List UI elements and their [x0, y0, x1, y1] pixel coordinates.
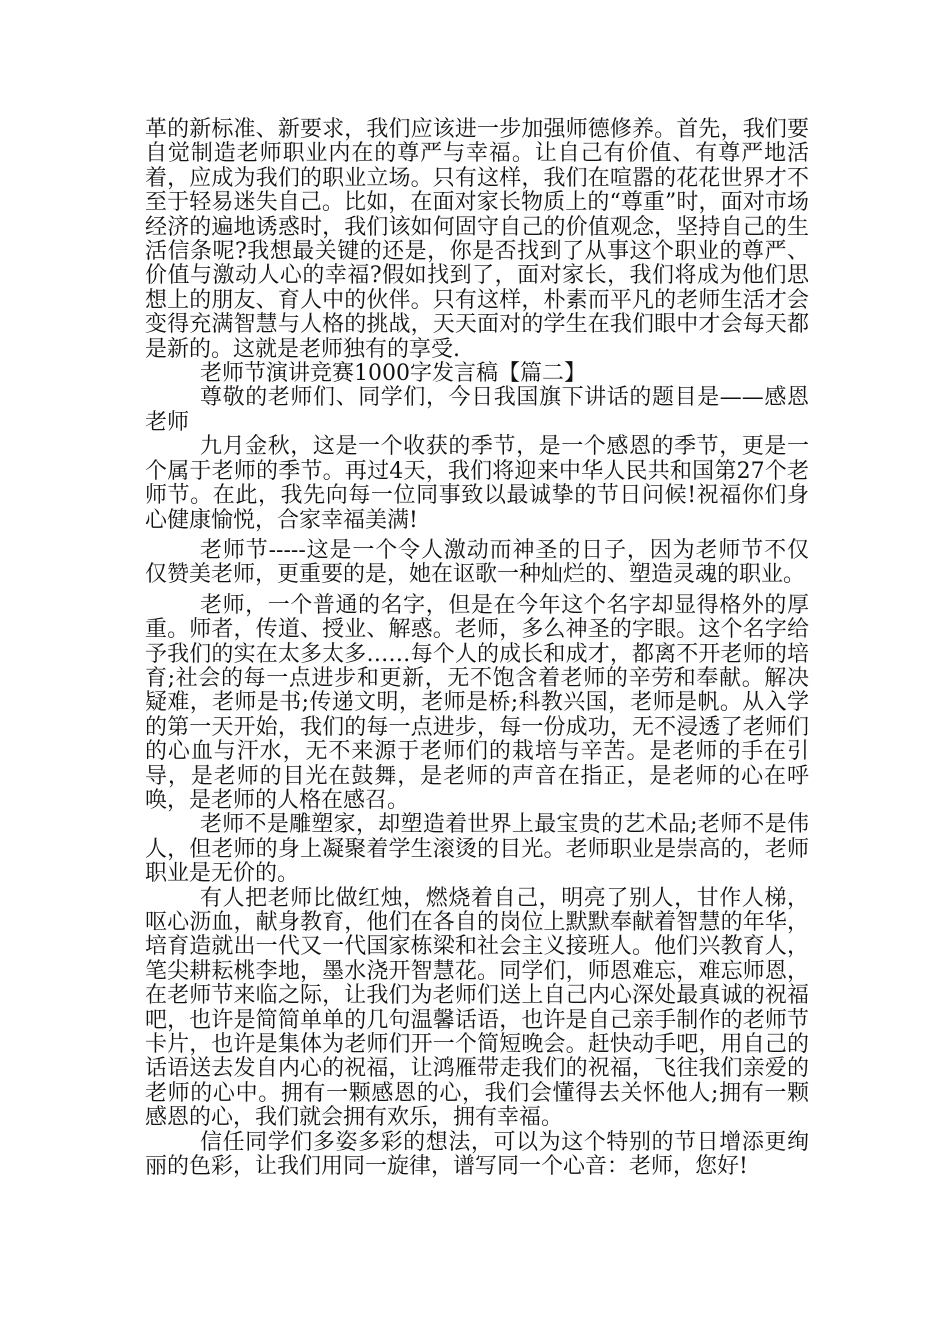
- paragraph-not-sculptor: 老师不是雕塑家，却塑造着世界上最宝贵的艺术品;老师不是伟人，但老师的身上凝聚着学生滚烫的目光。老师职业是崇高的，老师职业是无价的。: [145, 812, 809, 887]
- paragraph-red-candle: 有人把老师比做红烛，燃烧着自己，明亮了别人，甘作人梯，呕心沥血，献身教育，他们在各自的岗位上默默奉献着智慧的年华，培育造就出一代又一代国家栋梁和社会主义接班人。他们兴教育人，笔尖耕耘桃李地，墨水浇开智慧花。同学们，师恩难忘，难忘师恩，在老师节来临之际，让我们为老师们送上自己内心深处最真诚的祝福吧，也许是简简单单的几句温馨话语，也许是自己亲手制作的老师节卡片，也许是集体为老师们开一个简短晚会。赶快动手吧，用自己的话语送去发自内心的祝福，让鸿雁带走我们的祝福，飞往我们亲爱的老师的心中。拥有一颗感恩的心，我们会懂得去关怀他人;拥有一颗感恩的心，我们就会拥有欢乐，拥有幸福。: [145, 885, 809, 1131]
- paragraph-september: 九月金秋，这是一个收获的季节，是一个感恩的季节，更是一个属于老师的季节。再过4天，我们将迎来中华人民共和国第27个老师节。在此，我先向每一位同事致以最诚挚的节日问候!祝福你们身心健康愉悦，合家幸福美满!: [145, 434, 809, 533]
- paragraph-continuation: 革的新标准、新要求，我们应该进一步加强师德修养。首先，我们要自觉制造老师职业内在的尊严与幸福。让自己有价值、有尊严地活着，应成为我们的职业立场。只有这样，我们在喧嚣的花花世界才不至于轻易迷失自己。比如，在面对家长物质上的“尊重”时，面对市场经济的遍地诱惑时，我们该如何固守自己的价值观念，坚持自己的生活信条呢?我想最关键的还是，你是否找到了从事这个职业的尊严、价值与激动人心的幸福?假如找到了，面对家长，我们将成为他们思想上的朋友、育人中的伙伴。只有这样，朴素而平凡的老师生活才会变得充满智慧与人格的挑战，天天面对的学生在我们眼中才会每天都是新的。这就是老师独有的享受.: [145, 117, 809, 362]
- paragraph-greeting: 尊敬的老师们、同学们，今日我国旗下讲话的题目是——感恩老师: [145, 385, 809, 435]
- section-heading: 老师节演讲竞赛1000字发言稿【篇二】: [200, 361, 586, 387]
- paragraph-closing: 信任同学们多姿多彩的想法，可以为这个特别的节日增添更绚丽的色彩，让我们用同一旋律，谱写同一个心音：老师，您好!: [145, 1129, 809, 1180]
- paragraph-teacher-name: 老师，一个普通的名字，但是在今年这个名字却显得格外的厚重。师者，传道、授业、解惑。老师，多么神圣的字眼。这个名字给予我们的实在太多太多……每个人的成长和成才，都离不开老师的培育;社会的每一点进步和更新，无不饱含着老师的辛劳和奉献。解决疑难，老师是书;传递文明，老师是桥;科教兴国，老师是帆。从入学的第一天开始，我们的每一点进步，每一份成功，无不浸透了老师们的心血与汗水，无不来源于老师们的栽培与辛苦。是老师的手在引导，是老师的目光在鼓舞，是老师的声音在指正，是老师的心在呼唤，是老师的人格在感召。: [145, 592, 809, 813]
- paragraph-teachers-day: 老师节-----这是一个令人激动而神圣的日子，因为老师节不仅仅赞美老师，更重要的是，她在讴歌一种灿烂的、塑造灵魂的职业。: [145, 537, 809, 588]
- document-body: [145, 118, 809, 1179]
